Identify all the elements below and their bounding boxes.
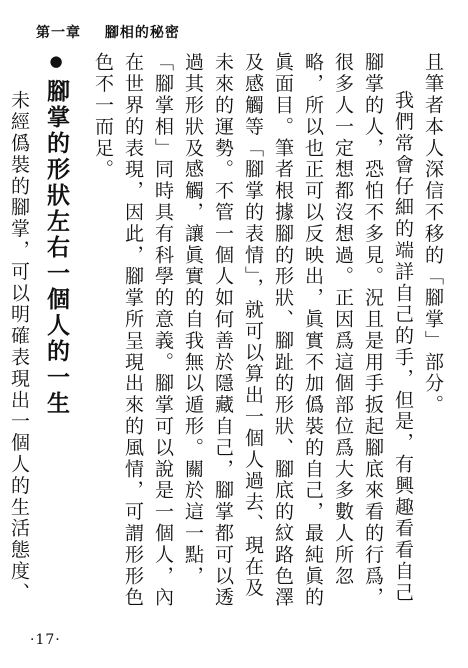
paragraph: 我們常會仔細的端詳自己的手，但是，有興趣看看自己腳掌的人，恐怕不多見。況且是用手扳起腳底來看的行爲，很多人一定想都沒想過。正因爲這個部位爲大多數人所忽略，所以也正可以反映出，眞實不加僞裝的自己，最純眞的眞面目。筆者根據腳的形狀、腳趾的形狀、腳底的紋路色澤及感觸等「腳掌的表情」，就可以算出一個人過去、現在及未來的運勢。不管一個人如何善於隱藏自己，腳掌都可以透過其形狀及感觸，讓眞實的自我無以遁形。關於這一點，「腳掌相」同時具有科學的意義。腳掌可以說是一個人，內在世界的表現，因此，腳掌所呈現出來的風情，可謂形形色色不一而足。	[92, 52, 414, 609]
body-text	[8, 52, 448, 610]
page-number: ·17·	[30, 632, 61, 648]
chapter-label: 第一章	[36, 25, 81, 41]
section-paragraph: 未經僞裝的腳掌，可以明確表現出一個人的生活態度、	[8, 90, 30, 604]
section-heading-text: 腳掌的形狀左右一個人的一生	[43, 79, 70, 417]
paragraph-continued: 且筆者本人深信不移的「腳掌」部分。	[422, 52, 444, 416]
chapter-title: 腳相的秘密	[104, 25, 180, 41]
running-header	[36, 22, 180, 42]
section-heading	[38, 52, 74, 610]
bullet-icon: ●	[47, 52, 65, 73]
